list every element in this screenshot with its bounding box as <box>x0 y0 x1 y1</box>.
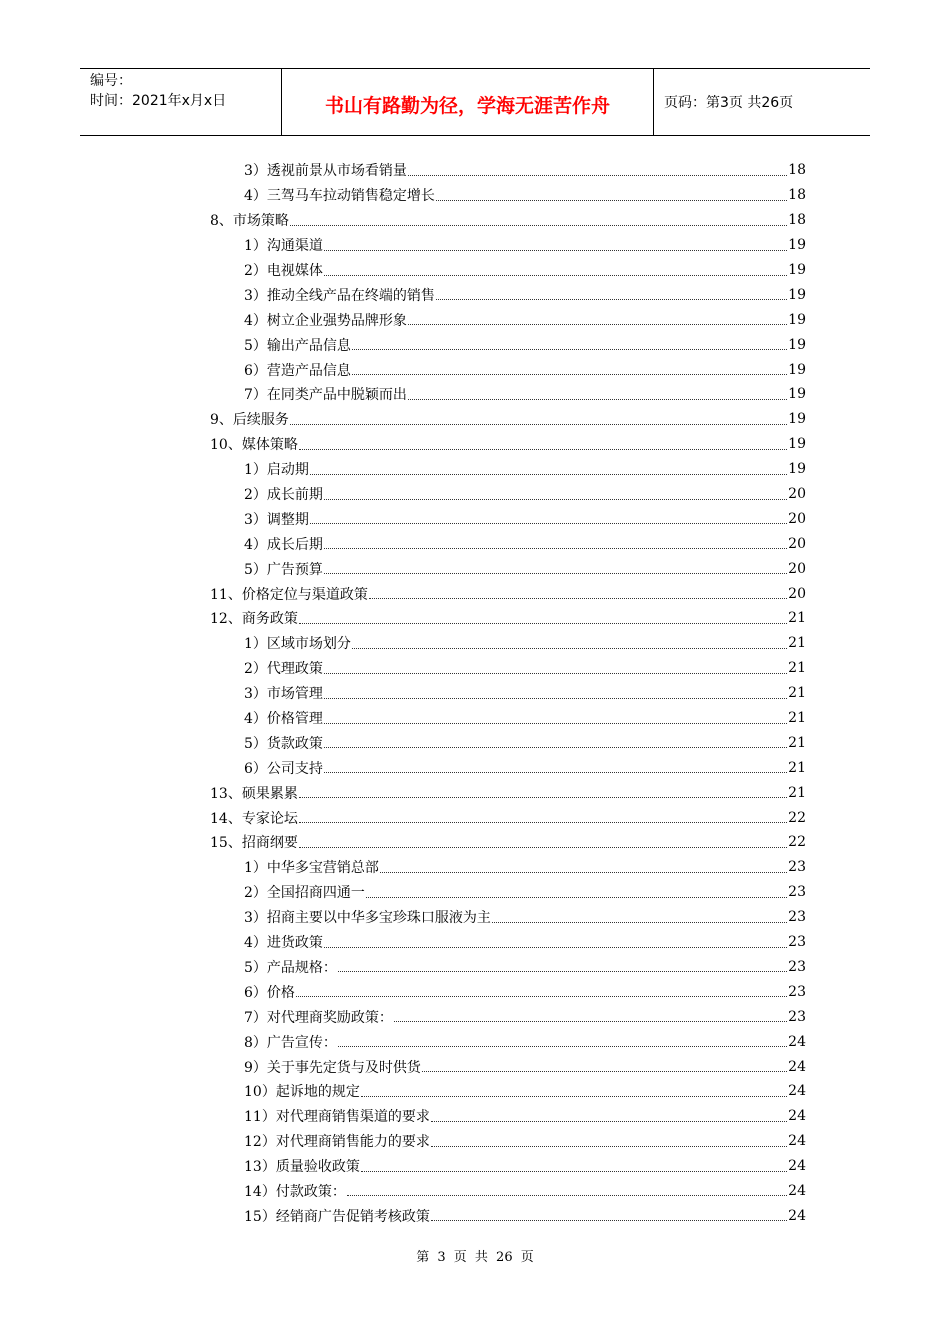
toc-leader-dots <box>369 598 787 599</box>
toc-entry[interactable] <box>210 1004 806 1029</box>
toc-leader-dots <box>324 698 787 699</box>
toc-entry-page: 22 <box>788 809 806 826</box>
toc-leader-dots <box>324 548 787 549</box>
toc-leader-dots <box>347 1195 787 1196</box>
toc-leader-dots <box>361 1096 787 1097</box>
toc-entry[interactable] <box>210 979 806 1004</box>
toc-entry-page: 24 <box>788 1083 806 1100</box>
page-footer: 第 3 页 共 26 页 <box>416 1250 534 1265</box>
toc-leader-dots <box>299 623 787 624</box>
toc-entry[interactable] <box>210 482 806 507</box>
toc-leader-dots <box>324 673 787 674</box>
toc-entry-label: 4）树立企业强势品牌形象 <box>244 312 407 329</box>
toc-leader-dots <box>324 499 787 500</box>
toc-entry-page: 19 <box>788 262 806 278</box>
toc-leader-dots <box>394 1021 787 1022</box>
toc-entry[interactable] <box>210 158 806 183</box>
toc-entry[interactable] <box>210 556 806 581</box>
header-motto: 书山有路勤为径，学海无涯苦作舟 <box>282 69 654 135</box>
toc-entry-page: 19 <box>788 361 806 378</box>
toc-entry-page: 23 <box>788 934 806 951</box>
toc-entry-label: 14、专家论坛 <box>210 810 298 827</box>
toc-entry[interactable] <box>210 706 806 731</box>
toc-entry[interactable] <box>210 805 806 830</box>
toc-entry[interactable] <box>210 730 806 755</box>
toc-entry-label: 14）付款政策： <box>244 1183 346 1200</box>
toc-entry[interactable] <box>210 681 806 706</box>
toc-entry-page: 24 <box>788 1182 806 1199</box>
toc-entry-label: 4）成长后期 <box>244 536 323 553</box>
toc-entry-page: 19 <box>788 311 806 328</box>
toc-entry-label: 3）推动全线产品在终端的销售 <box>244 287 435 304</box>
toc-entry-page: 23 <box>788 859 806 876</box>
toc-leader-dots <box>324 747 787 748</box>
toc-entry[interactable] <box>210 282 806 307</box>
toc-leader-dots <box>431 1146 787 1147</box>
toc-entry-label: 10、媒体策略 <box>210 437 298 454</box>
toc-entry-label: 5）广告预算 <box>244 561 323 578</box>
toc-entry-label: 4）进货政策 <box>244 935 323 952</box>
toc-entry[interactable] <box>210 830 806 855</box>
toc-entry-page: 23 <box>788 909 806 926</box>
toc-entry[interactable] <box>210 307 806 332</box>
toc-entry[interactable] <box>210 955 806 980</box>
toc-entry-page: 23 <box>788 884 806 901</box>
toc-entry-label: 13、硕果累累 <box>210 785 298 802</box>
toc-entry-label: 12、商务政策 <box>210 611 298 628</box>
toc-entry[interactable] <box>210 780 806 805</box>
toc-leader-dots <box>290 424 787 425</box>
toc-entry-label: 3）招商主要以中华多宝珍珠口服液为主 <box>244 910 491 927</box>
toc-entry-page: 18 <box>788 187 806 204</box>
toc-entry[interactable] <box>210 258 806 283</box>
serial-label: 编号： <box>90 73 132 89</box>
toc-leader-dots <box>352 648 787 649</box>
toc-entry-page: 24 <box>788 1207 806 1224</box>
toc-entry[interactable] <box>210 905 806 930</box>
toc-entry[interactable] <box>210 1029 806 1054</box>
toc-entry-label: 3）透视前景从市场看销量 <box>244 163 407 180</box>
toc-entry-label: 2）电视媒体 <box>244 263 323 279</box>
toc-entry-page: 21 <box>788 610 806 627</box>
toc-leader-dots <box>361 1171 787 1172</box>
toc-entry[interactable] <box>210 1179 806 1204</box>
header-page-info: 页码：第3页 共26页 <box>664 95 794 111</box>
toc-entry-page: 19 <box>788 286 806 303</box>
toc-entry-label: 5）产品规格： <box>244 959 337 976</box>
toc-entry-page: 23 <box>788 958 806 975</box>
toc-entry-page: 18 <box>788 212 806 229</box>
toc-entry-page: 19 <box>788 411 806 428</box>
toc-entry-page: 21 <box>788 710 806 727</box>
toc-entry[interactable] <box>210 1203 806 1228</box>
toc-entry-page: 19 <box>788 436 806 453</box>
toc-entry-page: 21 <box>788 734 806 751</box>
toc-entry[interactable] <box>210 656 806 681</box>
toc-entry[interactable] <box>210 1104 806 1129</box>
toc-entry-label: 1）区域市场划分 <box>244 636 351 653</box>
toc-leader-dots <box>431 1220 787 1221</box>
toc-entry-page: 20 <box>788 510 806 527</box>
toc-entry-label: 2）全国招商四通一 <box>244 885 365 902</box>
toc-leader-dots <box>338 971 787 972</box>
toc-leader-dots <box>310 474 787 475</box>
toc-entry-label: 15、招商纲要 <box>210 835 298 852</box>
toc-leader-dots <box>324 947 787 948</box>
toc-leader-dots <box>366 897 787 898</box>
toc-entry-page: 20 <box>788 585 806 602</box>
toc-leader-dots <box>296 996 787 997</box>
toc-entry[interactable] <box>210 457 806 482</box>
toc-entry-label: 5）输出产品信息 <box>244 337 351 354</box>
toc-entry[interactable] <box>210 407 806 432</box>
toc-entry[interactable] <box>210 1129 806 1154</box>
toc-entry-label: 12）对代理商销售能力的要求 <box>244 1134 430 1151</box>
toc-entry[interactable] <box>210 382 806 407</box>
toc-entry-page: 21 <box>788 784 806 801</box>
toc-entry[interactable] <box>210 1154 806 1179</box>
toc-entry-page: 20 <box>788 486 806 503</box>
toc-entry-label: 4）三驾马车拉动销售稳定增长 <box>244 188 435 205</box>
toc-entry-page: 20 <box>788 560 806 577</box>
toc-entry[interactable] <box>210 1079 806 1104</box>
toc-entry-label: 1）中华多宝营销总部 <box>244 860 379 877</box>
toc-entry[interactable] <box>210 880 806 905</box>
toc-entry-label: 10）起诉地的规定 <box>244 1084 360 1101</box>
toc-entry-label: 3）调整期 <box>244 511 309 528</box>
toc-entry-label: 8）广告宣传： <box>244 1034 337 1051</box>
toc-entry-page: 19 <box>788 336 806 353</box>
toc-entry-label: 7）对代理商奖励政策： <box>244 1009 393 1026</box>
toc-entry[interactable] <box>210 581 806 606</box>
toc-leader-dots <box>436 200 787 201</box>
toc-entry[interactable] <box>210 183 806 208</box>
toc-leader-dots <box>380 872 787 873</box>
toc-leader-dots <box>299 449 787 450</box>
toc-entry-page: 24 <box>788 1033 806 1050</box>
toc-entry-label: 13）质量验收政策 <box>244 1159 360 1176</box>
toc-entry-page: 21 <box>788 635 806 652</box>
toc-entry-page: 22 <box>788 834 806 851</box>
toc-entry[interactable] <box>210 531 806 556</box>
toc-entry-label: 8、市场策略 <box>210 213 289 230</box>
toc-leader-dots <box>299 847 787 848</box>
toc-leader-dots <box>310 523 787 524</box>
toc-leader-dots <box>299 797 787 798</box>
toc-entry-label: 4）价格管理 <box>244 711 323 728</box>
table-of-contents <box>210 158 806 1228</box>
toc-entry[interactable] <box>210 930 806 955</box>
toc-leader-dots <box>408 324 787 325</box>
toc-entry[interactable] <box>210 332 806 357</box>
toc-leader-dots <box>324 250 787 251</box>
toc-entry-label: 7）在同类产品中脱颖而出 <box>244 387 407 404</box>
toc-entry-label: 6）公司支持 <box>244 760 323 777</box>
toc-entry-label: 3）市场管理 <box>244 686 323 703</box>
toc-leader-dots <box>324 573 787 574</box>
toc-entry-label: 11）对代理商销售渠道的要求 <box>244 1109 430 1126</box>
toc-leader-dots <box>338 1046 787 1047</box>
toc-entry-page: 21 <box>788 660 806 677</box>
toc-leader-dots <box>324 275 787 276</box>
header-meta <box>80 69 282 135</box>
toc-entry-label: 2）代理政策 <box>244 661 323 678</box>
toc-entry-page: 24 <box>788 1108 806 1125</box>
toc-entry[interactable] <box>210 506 806 531</box>
toc-entry-page: 19 <box>788 237 806 254</box>
toc-leader-dots <box>290 225 787 226</box>
toc-entry[interactable] <box>210 208 806 233</box>
toc-entry-page: 20 <box>788 535 806 552</box>
toc-entry-page: 21 <box>788 685 806 702</box>
toc-entry-label: 2）成长前期 <box>244 487 323 504</box>
toc-leader-dots <box>352 374 787 375</box>
toc-entry[interactable] <box>210 631 806 656</box>
toc-entry-label: 9）关于事先定货与及时供货 <box>244 1059 421 1076</box>
toc-entry-page: 24 <box>788 1133 806 1150</box>
toc-entry-page: 19 <box>788 461 806 478</box>
toc-leader-dots <box>324 772 787 773</box>
toc-entry-label: 6）营造产品信息 <box>244 362 351 379</box>
toc-entry-label: 6）价格 <box>244 984 295 1001</box>
time-label: 时间：2021年x月x日 <box>90 93 227 109</box>
toc-leader-dots <box>408 175 787 176</box>
toc-entry[interactable] <box>210 357 806 382</box>
toc-entry[interactable] <box>210 233 806 258</box>
toc-leader-dots <box>431 1121 787 1122</box>
toc-entry[interactable] <box>210 1054 806 1079</box>
toc-entry-label: 9、后续服务 <box>210 412 289 429</box>
toc-entry-page: 23 <box>788 1008 806 1025</box>
toc-leader-dots <box>492 922 787 923</box>
page-header <box>80 68 870 136</box>
toc-entry[interactable] <box>210 432 806 457</box>
toc-entry-page: 18 <box>788 162 806 179</box>
toc-entry-page: 24 <box>788 1058 806 1075</box>
toc-entry-label: 15）经销商广告促销考核政策 <box>244 1208 430 1225</box>
toc-entry-label: 5）货款政策 <box>244 735 323 752</box>
toc-entry-label: 1）沟通渠道 <box>244 238 323 255</box>
toc-leader-dots <box>324 723 787 724</box>
toc-entry-page: 21 <box>788 759 806 776</box>
toc-leader-dots <box>436 299 787 300</box>
toc-entry[interactable] <box>210 755 806 780</box>
toc-entry-page: 19 <box>788 386 806 403</box>
toc-leader-dots <box>299 822 787 823</box>
toc-leader-dots <box>422 1071 787 1072</box>
toc-entry-page: 24 <box>788 1158 806 1175</box>
toc-leader-dots <box>408 399 787 400</box>
toc-entry[interactable] <box>210 855 806 880</box>
toc-entry-label: 1）启动期 <box>244 462 309 479</box>
toc-leader-dots <box>352 349 787 350</box>
toc-entry-label: 11、价格定位与渠道政策 <box>210 586 368 603</box>
toc-entry-page: 23 <box>788 983 806 1000</box>
toc-entry[interactable] <box>210 606 806 631</box>
